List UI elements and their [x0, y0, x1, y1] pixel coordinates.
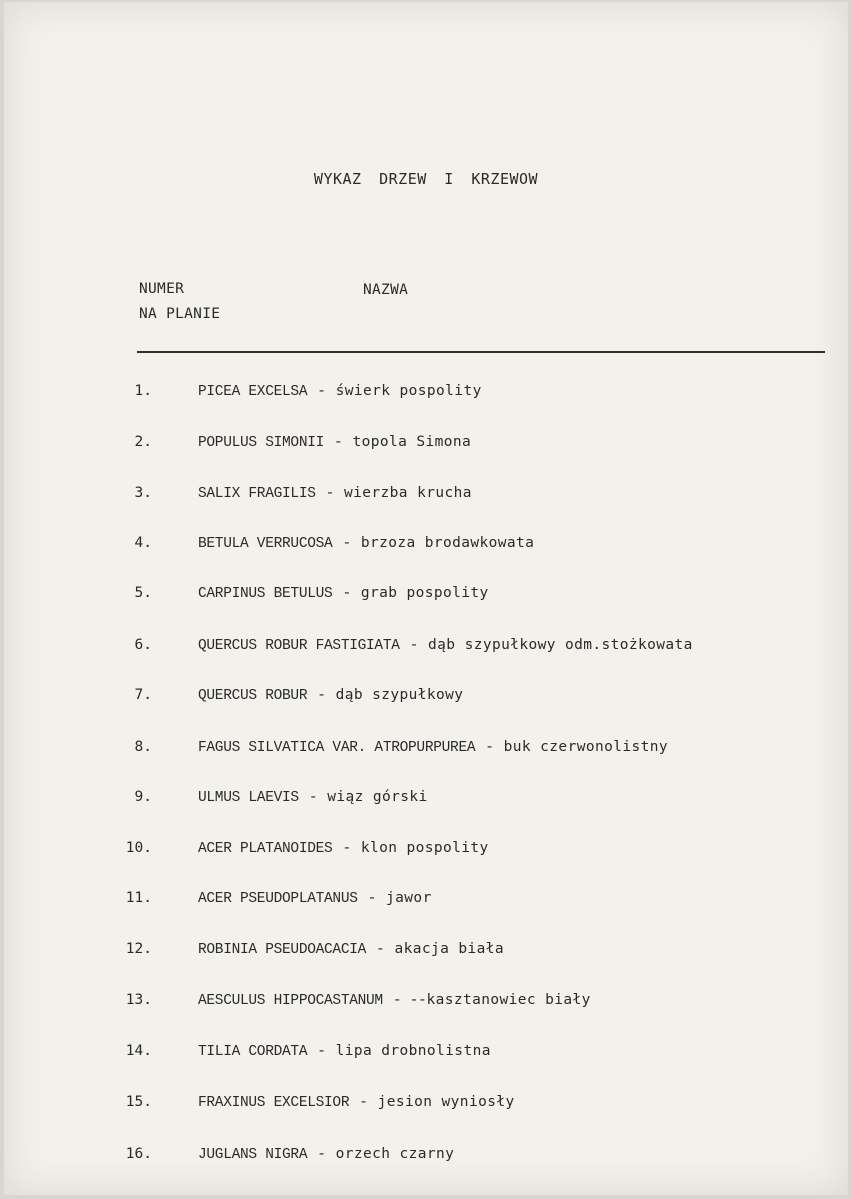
latin-name: QUERCUS ROBUR FASTIGIATA [198, 638, 400, 654]
polish-name: klon pospolity [360, 840, 489, 856]
latin-name: BETULA VERRUCOSA [198, 536, 333, 552]
column-header-name: NAZWA [363, 282, 409, 298]
entry-number: 11. [125, 890, 152, 906]
entry-name [198, 637, 693, 654]
entry-number: 5. [134, 585, 152, 601]
list-item [0, 890, 852, 912]
latin-name: FAGUS SILVATICA VAR. ATROPURPUREA [198, 740, 476, 756]
latin-name: POPULUS SIMONII [198, 435, 325, 451]
list-item [0, 789, 852, 811]
list-item [0, 1043, 852, 1065]
entry-name [198, 687, 463, 704]
list-item [0, 585, 852, 607]
entry-name [198, 739, 668, 756]
entry-number: 9. [134, 789, 152, 805]
dash: - [325, 486, 335, 502]
entry-name [198, 992, 591, 1009]
list-item [0, 739, 852, 761]
entry-name [198, 585, 489, 602]
latin-name: FRAXINUS EXCELSIOR [198, 1095, 350, 1111]
list-item [0, 535, 852, 557]
dash: - [359, 1095, 368, 1111]
column-header-number-subline: NA PLANIE [139, 306, 221, 322]
polish-name: wiąz górski [327, 789, 428, 805]
entry-number: 16. [125, 1146, 152, 1162]
entry-number: 1. [134, 383, 152, 399]
dash: - [485, 740, 494, 756]
dash: - [367, 891, 377, 907]
entry-number: 3. [134, 485, 152, 501]
list-item [0, 941, 852, 963]
polish-name: topola Simona [352, 434, 472, 450]
entry-number: 10. [125, 840, 152, 856]
polish-name: wierzba krucha [344, 485, 472, 501]
polish-name: brzoza brodawkowata [360, 535, 535, 551]
polish-name: kasztanowiec biały [426, 992, 591, 1008]
latin-name: ACER PLATANOIDES [198, 841, 333, 857]
entry-name [198, 1146, 454, 1163]
entry-number: 15. [125, 1094, 152, 1110]
dash: - [317, 688, 326, 704]
latin-name: JUGLANS NIGRA [198, 1147, 308, 1163]
latin-name: ROBINIA PSEUDOACACIA [198, 942, 367, 958]
dash: - [317, 1044, 326, 1060]
latin-name: SALIX FRAGILIS [198, 486, 316, 502]
header-divider [137, 351, 825, 353]
list-item [0, 1094, 852, 1116]
dash: - [342, 586, 351, 602]
entry-name [198, 535, 534, 552]
dash: - [334, 435, 343, 451]
dash: - [342, 536, 351, 552]
polish-name: buk czerwonolistny [503, 739, 668, 755]
polish-name: jawor [386, 890, 432, 906]
dash: - [342, 841, 351, 857]
dash: - [376, 942, 385, 958]
document-title: WYKAZ DRZEW I KRZEWOW [313, 170, 539, 188]
latin-name: TILIA CORDATA [198, 1044, 308, 1060]
dash: - [409, 638, 419, 654]
entry-name [198, 485, 472, 502]
latin-name: CARPINUS BETULUS [198, 586, 333, 602]
dash: - [308, 790, 318, 806]
entry-name [198, 840, 489, 857]
column-header-number: NUMER [139, 281, 185, 297]
polish-name: świerk pospolity [335, 383, 482, 399]
list-item [0, 383, 852, 405]
entry-number: 2. [134, 434, 152, 450]
dash: - [317, 1147, 326, 1163]
entry-name [198, 890, 432, 907]
entry-number: 13. [125, 992, 152, 1008]
entry-number: 6. [134, 637, 152, 653]
entry-name [198, 1094, 515, 1111]
latin-name: ULMUS LAEVIS [198, 790, 299, 806]
entry-number: 14. [125, 1043, 152, 1059]
polish-name: dąb szypułkowy [335, 687, 464, 703]
polish-name: orzech czarny [335, 1146, 455, 1162]
entry-name [198, 941, 504, 958]
dash: - [317, 384, 326, 400]
polish-name: akacja biała [394, 941, 504, 957]
list-item [0, 687, 852, 709]
entry-name [198, 789, 428, 806]
latin-name: ACER PSEUDOPLATANUS [198, 891, 358, 907]
entry-number: 4. [134, 535, 152, 551]
list-item [0, 840, 852, 862]
latin-name: AESCULUS HIPPOCASTANUM [198, 993, 383, 1009]
list-item [0, 485, 852, 507]
list-item [0, 992, 852, 1014]
list-item [0, 637, 852, 659]
entry-number: 7. [134, 687, 152, 703]
entry-name [198, 383, 482, 400]
latin-name: PICEA EXCELSA [198, 384, 308, 400]
list-item [0, 434, 852, 456]
entry-number: 8. [134, 739, 152, 755]
polish-name: dąb szypułkowy odm.stożkowata [428, 637, 693, 653]
dash: - -- [392, 993, 427, 1009]
list-item [0, 1146, 852, 1168]
entry-number: 12. [125, 941, 152, 957]
entry-name [198, 1043, 491, 1060]
latin-name: QUERCUS ROBUR [198, 688, 308, 704]
polish-name: jesion wyniosły [377, 1094, 515, 1110]
polish-name: lipa drobnolistna [335, 1043, 491, 1059]
entry-name [198, 434, 471, 451]
polish-name: grab pospolity [360, 585, 489, 601]
